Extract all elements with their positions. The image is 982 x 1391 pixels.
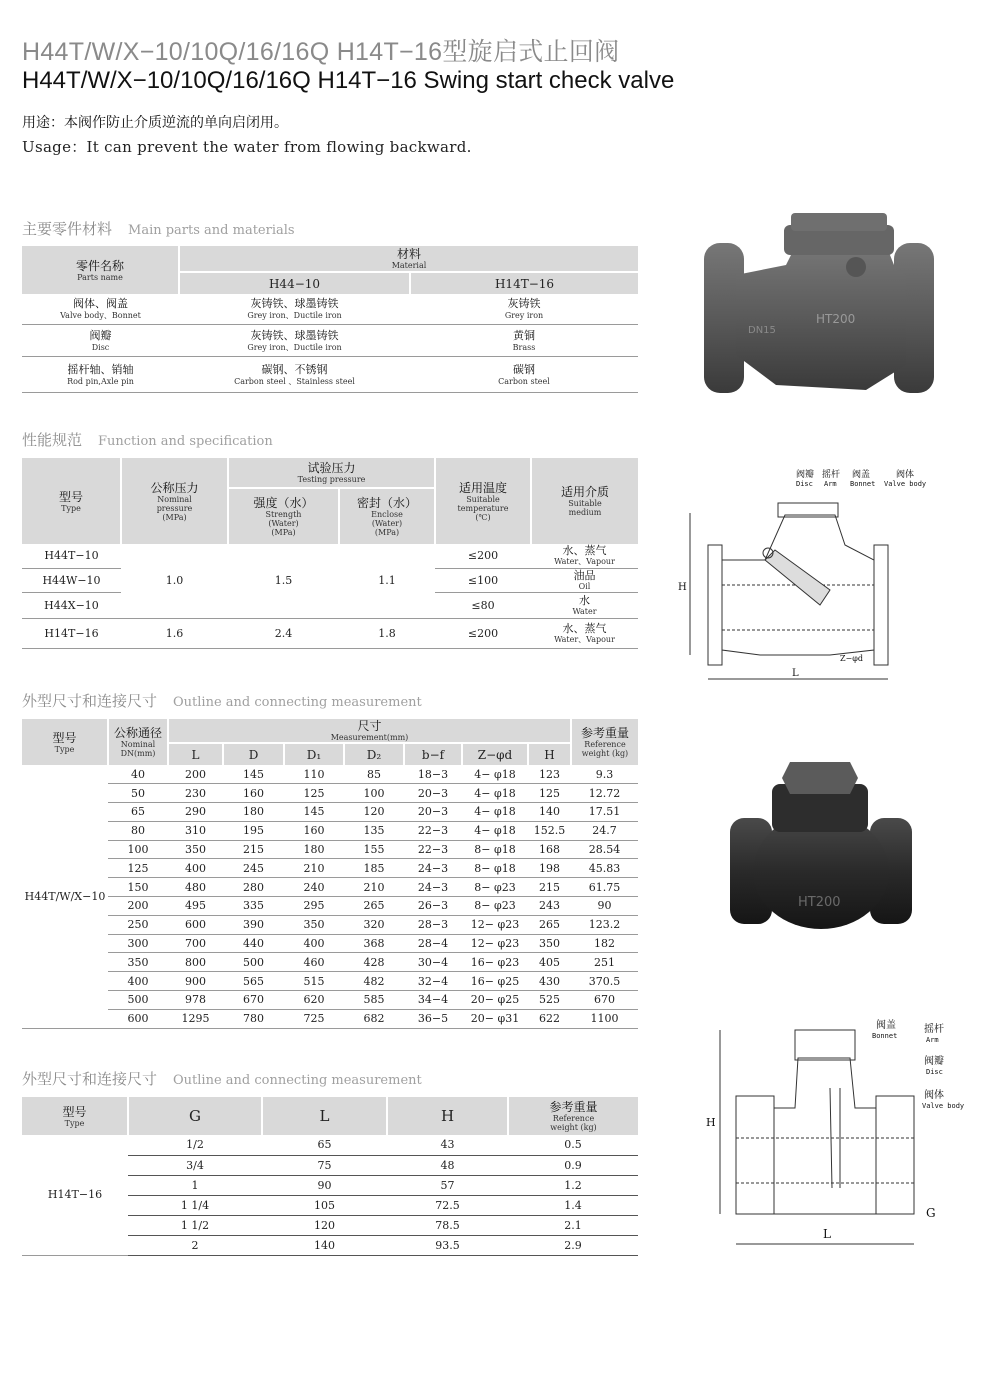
table-cell: 28−3: [404, 915, 462, 934]
table-cell: 110: [284, 765, 344, 784]
parts-header-material: 材料 Material: [179, 246, 638, 272]
table-cell: 243: [528, 897, 571, 916]
table-cell: 400: [168, 859, 223, 878]
drawing2-disc-cn: 阀瓣: [924, 1056, 944, 1067]
table-cell: 3/4: [128, 1155, 262, 1175]
table-cell: 585: [344, 991, 404, 1010]
table-cell: 2.9: [508, 1235, 638, 1255]
table-row: [22, 953, 638, 972]
table-cell: 65: [262, 1135, 387, 1155]
table-cell: 120: [262, 1215, 387, 1235]
table-cell: 123: [528, 765, 571, 784]
table-cell: 600: [168, 915, 223, 934]
table-cell: 43: [387, 1135, 508, 1155]
dims2-type: H14T−16: [22, 1135, 128, 1255]
table-cell: 135: [344, 821, 404, 840]
drawing1-body-en: Valve body: [884, 480, 927, 488]
dims1-col-header: b−f: [404, 743, 462, 765]
table-cell: 8− φ23: [462, 897, 528, 916]
table-cell: 22−3: [404, 821, 462, 840]
table-row: [22, 765, 638, 784]
table-cell: 350: [284, 915, 344, 934]
table-cell: 900: [168, 972, 223, 991]
table-cell: 61.75: [571, 878, 638, 897]
table-cell: 300: [108, 934, 168, 953]
table-cell: 180: [223, 803, 284, 822]
dims2-section-heading: [22, 1068, 422, 1089]
table-row: [22, 972, 638, 991]
table-cell: 2: [128, 1235, 262, 1255]
table-cell: 670: [223, 991, 284, 1010]
table-cell: 32−4: [404, 972, 462, 991]
parts-section-en: Main parts and materials: [128, 223, 295, 238]
table-row: [22, 840, 638, 859]
table-cell: 125: [108, 859, 168, 878]
table-cell: 26−3: [404, 897, 462, 916]
dims2-table: 型号 Type G L H 参考重量 Reference weight (kg) H14T−16 1/2 65 43 0.5 3/4 75 48 0.9 1 90 57 1.2 1 1/4 105 72.5 1.4 1 1/2 120 78.5 2.1 2 140 93.5 2.9: [22, 1097, 638, 1256]
table-cell: 75: [262, 1155, 387, 1175]
drawing2-body-en: Valve body: [922, 1102, 965, 1110]
table-cell: 155: [344, 840, 404, 859]
title-cn: H44T/W/X−10/10Q/16/16Q H14T−16型旋启式止回阀: [22, 38, 620, 66]
table-cell: 1/2: [128, 1135, 262, 1155]
table-cell: 600: [108, 1009, 168, 1028]
table-cell: 368: [344, 934, 404, 953]
dims2-section-cn: 外型尺寸和连接尺寸: [22, 1070, 158, 1088]
table-cell: 1.2: [508, 1175, 638, 1195]
parts-header-col2: H14T−16: [494, 276, 555, 291]
drawing2-disc-en: Disc: [926, 1068, 943, 1076]
table-cell: 4− φ18: [462, 765, 528, 784]
parts-header-col1: H44−10: [179, 272, 410, 294]
table-cell: 390: [223, 915, 284, 934]
dims1-section-en: Outline and connecting measurement: [173, 695, 422, 710]
table-cell: 350: [528, 934, 571, 953]
table-cell: 160: [223, 784, 284, 803]
table-cell: 65: [108, 803, 168, 822]
table-cell: 8− φ23: [462, 878, 528, 897]
table-cell: 16− φ25: [462, 972, 528, 991]
dims1-col-header: L: [168, 743, 223, 765]
table-cell: 800: [168, 953, 223, 972]
table-cell: 1 1/2: [128, 1215, 262, 1235]
parts-row: 阀瓣 Disc 灰铸铁、球墨铸铁 Grey iron、Ductile iron 黄铜 Brass: [22, 324, 638, 356]
table-cell: 28−4: [404, 934, 462, 953]
threaded-valve-photo: [726, 756, 916, 931]
table-cell: 16− φ23: [462, 953, 528, 972]
table-cell: 8− φ18: [462, 840, 528, 859]
table-cell: 350: [108, 953, 168, 972]
table-cell: 250: [108, 915, 168, 934]
table-cell: 8− φ18: [462, 859, 528, 878]
table-cell: 670: [571, 991, 638, 1010]
table-cell: 160: [284, 821, 344, 840]
table-cell: 1100: [571, 1009, 638, 1028]
drawing2-arm-en: Arm: [926, 1036, 939, 1044]
table-cell: 525: [528, 991, 571, 1010]
table-cell: 125: [528, 784, 571, 803]
table-cell: 24.7: [571, 821, 638, 840]
table-cell: 245: [223, 859, 284, 878]
table-cell: 428: [344, 953, 404, 972]
table-cell: 1: [128, 1175, 262, 1195]
spec-row: H44T−10 1.0 1.5 1.1 ≤200 水、蒸气 Water、Vapour: [22, 544, 638, 568]
table-cell: 310: [168, 821, 223, 840]
photo2-mark1: HT200: [798, 895, 841, 910]
table-cell: 120: [344, 803, 404, 822]
table-cell: 12− φ23: [462, 915, 528, 934]
table-cell: 12− φ23: [462, 934, 528, 953]
table-cell: 440: [223, 934, 284, 953]
table-cell: 682: [344, 1009, 404, 1028]
table-cell: 90: [262, 1175, 387, 1195]
drawing2-h: H: [706, 1116, 716, 1129]
table-cell: 24−3: [404, 859, 462, 878]
table-cell: 200: [108, 897, 168, 916]
table-cell: 20−3: [404, 803, 462, 822]
table-cell: 700: [168, 934, 223, 953]
table-cell: 57: [387, 1175, 508, 1195]
table-row: [22, 821, 638, 840]
table-cell: 85: [344, 765, 404, 784]
table-cell: 4− φ18: [462, 803, 528, 822]
table-cell: 335: [223, 897, 284, 916]
table-cell: 1 1/4: [128, 1195, 262, 1215]
table-cell: 90: [571, 897, 638, 916]
table-cell: 400: [108, 972, 168, 991]
table-cell: 48: [387, 1155, 508, 1175]
table-cell: 0.5: [508, 1135, 638, 1155]
table-cell: 20− φ31: [462, 1009, 528, 1028]
table-row: [22, 803, 638, 822]
table-row: [22, 1009, 638, 1028]
threaded-valve-drawing: [700, 1018, 970, 1256]
table-cell: 210: [344, 878, 404, 897]
drawing2-bonnet-cn: 阀盖: [876, 1020, 896, 1031]
table-row: [22, 784, 638, 803]
table-cell: 350: [168, 840, 223, 859]
table-cell: 9.3: [571, 765, 638, 784]
table-cell: 280: [223, 878, 284, 897]
table-cell: 515: [284, 972, 344, 991]
table-cell: 36−5: [404, 1009, 462, 1028]
table-cell: 17.51: [571, 803, 638, 822]
table-cell: 240: [284, 878, 344, 897]
dims1-table: 型号 Type 公称通径 Nominal DN(mm) 尺寸 Measurement(mm) 参考重量 Reference weight (kg) L D D₁ D₂ b−f Z−φd H H44T/W/X−10 40 200 145 110 85 18−3 4− φ18 123 9.3 50 230 160 125 100 20−3 4− φ18 125 12.72 65 290 180 145 120 20−3 4− φ18 140 17.51 80 310 195 160 135 22−3 4− φ18 152.5 24.7 100 350 215 180 155 22−3 8− φ18 168 28.54 125 400 245 210 185 24−3 8− φ18 198 45.83 150 480 280 240 210 24−3 8− φ23 215 61.75 200 495 335 295 265 26−3 8− φ23 243 90 250 600 390 350 320 28−3 12− φ23 265 123.2 300 700 440 400 368 28−4 12− φ23 350 182 350 800 500 460 428 30−4 16− φ23 405 251 400 900 565 515 482 32−4 16− φ25 430 370.5 500 978 670 620 585 34−4 20− φ25 525 670 600 1295 780 725 682 36−5 20− φ31 622 1100: [22, 719, 638, 1029]
table-cell: 40: [108, 765, 168, 784]
table-cell: 20−3: [404, 784, 462, 803]
parts-row: 阀体、阀盖 Valve body、Bonnet 灰铸铁、球墨铸铁 Grey iron、Ductile iron 灰铸铁 Grey iron: [22, 294, 638, 324]
table-cell: 565: [223, 972, 284, 991]
table-cell: 28.54: [571, 840, 638, 859]
parts-section-cn: 主要零件材料: [22, 220, 113, 238]
spec-table: 型号 Type 公称压力 Nominal pressure (MPa) 试验压力 Testing pressure 适用温度 Suitable temperature (℃) 适用介质 Suitable medium 强度（水） Strength (Water) (MPa) 密封（水） Enclose (Water) (MPa) H44T−10 1.0 1.5 1.1 ≤200 水、蒸气 Water、Vapour H44W−10 ≤100 油品 Oil H44X−10 ≤80 水 Water H14T−16 1.6 2.4 1.8 ≤200 水、蒸气 Water、Vapour: [22, 458, 638, 649]
table-cell: 152.5: [528, 821, 571, 840]
table-cell: 24−3: [404, 878, 462, 897]
table-cell: 140: [528, 803, 571, 822]
table-cell: 180: [284, 840, 344, 859]
drawing1-h: H: [678, 582, 687, 593]
table-cell: 460: [284, 953, 344, 972]
dims2-section-en: Outline and connecting measurement: [173, 1073, 422, 1088]
parts-header-name: 零件名称 Parts name: [22, 246, 179, 294]
drawing2-g: G: [926, 1206, 936, 1220]
table-cell: 185: [344, 859, 404, 878]
table-row: [22, 991, 638, 1010]
table-cell: 2.1: [508, 1215, 638, 1235]
table-cell: 495: [168, 897, 223, 916]
drawing2-bonnet-en: Bonnet: [872, 1032, 898, 1040]
dims1-col-header: H: [528, 743, 571, 765]
drawing1-disc-en: Disc: [796, 480, 813, 488]
table-cell: 500: [223, 953, 284, 972]
dims1-col-header: D: [223, 743, 284, 765]
table-cell: 12.72: [571, 784, 638, 803]
drawing1-disc-cn: 阀瓣: [796, 470, 815, 480]
table-cell: 20− φ25: [462, 991, 528, 1010]
table-cell: 400: [284, 934, 344, 953]
table-cell: 622: [528, 1009, 571, 1028]
table-cell: 215: [223, 840, 284, 859]
drawing1-zd: Z−φd: [840, 654, 863, 663]
table-cell: 45.83: [571, 859, 638, 878]
drawing1-bonnet-en: Bonnet: [850, 480, 876, 488]
dims1-col-header: D₁: [284, 743, 344, 765]
table-cell: 230: [168, 784, 223, 803]
table-cell: 182: [571, 934, 638, 953]
table-row: [22, 859, 638, 878]
spec-row: H44X−10 ≤80 水 Water: [22, 592, 638, 618]
parts-row: 摇杆轴、销轴 Rod pin,Axle pin 碳钢、不锈钢 Carbon steel 、Stainless steel 碳钢 Carbon steel: [22, 356, 638, 392]
dims1-col-header: D₂: [344, 743, 404, 765]
flanged-valve-photo: [696, 205, 944, 405]
table-cell: 105: [262, 1195, 387, 1215]
table-cell: 18−3: [404, 765, 462, 784]
table-cell: 1.4: [508, 1195, 638, 1215]
table-cell: 370.5: [571, 972, 638, 991]
table-cell: 100: [344, 784, 404, 803]
table-cell: 210: [284, 859, 344, 878]
table-row: [22, 934, 638, 953]
drawing1-arm-cn: 摇杆: [822, 470, 841, 480]
table-cell: 30−4: [404, 953, 462, 972]
table-cell: 0.9: [508, 1155, 638, 1175]
table-cell: 500: [108, 991, 168, 1010]
table-cell: 978: [168, 991, 223, 1010]
spec-section-en: Function and specification: [98, 434, 273, 449]
table-cell: 198: [528, 859, 571, 878]
table-cell: 430: [528, 972, 571, 991]
table-cell: 480: [168, 878, 223, 897]
drawing1-body-cn: 阀体: [896, 470, 915, 480]
dims1-type: H44T/W/X−10: [22, 765, 108, 1028]
table-cell: 100: [108, 840, 168, 859]
table-row: [22, 897, 638, 916]
table-cell: 80: [108, 821, 168, 840]
table-cell: 72.5: [387, 1195, 508, 1215]
table-cell: 140: [262, 1235, 387, 1255]
table-cell: 320: [344, 915, 404, 934]
drawing1-arm-en: Arm: [824, 480, 837, 488]
table-cell: 34−4: [404, 991, 462, 1010]
table-cell: 265: [344, 897, 404, 916]
table-cell: 780: [223, 1009, 284, 1028]
drawing1-bonnet-cn: 阀盖: [852, 470, 871, 480]
table-row: [22, 1135, 638, 1155]
dims1-col-header: Z−φd: [462, 743, 528, 765]
usage-cn: 用途：本阀作防止介质逆流的单向启闭用。: [22, 115, 288, 131]
table-cell: 195: [223, 821, 284, 840]
table-cell: 295: [284, 897, 344, 916]
table-row: [22, 915, 638, 934]
table-cell: 145: [284, 803, 344, 822]
table-cell: 251: [571, 953, 638, 972]
drawing1-l: L: [792, 668, 799, 679]
photo1-mark2: DN15: [748, 325, 776, 336]
table-cell: 405: [528, 953, 571, 972]
drawing2-arm-cn: 摇杆: [924, 1024, 944, 1035]
table-cell: 168: [528, 840, 571, 859]
table-cell: 725: [284, 1009, 344, 1028]
photo1-mark1: HT200: [816, 312, 856, 326]
table-cell: 482: [344, 972, 404, 991]
usage-en: Usage：It can prevent the water from flowing backward.: [22, 138, 472, 156]
table-cell: 200: [168, 765, 223, 784]
table-cell: 22−3: [404, 840, 462, 859]
table-cell: 150: [108, 878, 168, 897]
table-cell: 265: [528, 915, 571, 934]
parts-section-heading: [22, 218, 295, 239]
table-cell: 4− φ18: [462, 821, 528, 840]
table-cell: 125: [284, 784, 344, 803]
drawing2-l: L: [823, 1227, 831, 1241]
title-en: H44T/W/X−10/10Q/16/16Q H14T−16 Swing start check valve: [22, 67, 675, 94]
table-cell: 123.2: [571, 915, 638, 934]
dims1-section-heading: [22, 690, 422, 711]
table-cell: 290: [168, 803, 223, 822]
dims1-section-cn: 外型尺寸和连接尺寸: [22, 692, 158, 710]
parts-table: [22, 246, 638, 393]
drawing2-body-cn: 阀体: [924, 1090, 944, 1101]
table-cell: 93.5: [387, 1235, 508, 1255]
spec-section-cn: 性能规范: [22, 431, 83, 449]
table-row: [22, 878, 638, 897]
table-cell: 78.5: [387, 1215, 508, 1235]
spec-row: H14T−16 1.6 2.4 1.8 ≤200 水、蒸气 Water、Vapour: [22, 618, 638, 648]
spec-row: H44W−10 ≤100 油品 Oil: [22, 568, 638, 592]
spec-section-heading: [22, 429, 273, 450]
flanged-valve-drawing: [670, 465, 940, 685]
table-cell: 50: [108, 784, 168, 803]
table-cell: 4− φ18: [462, 784, 528, 803]
table-cell: 215: [528, 878, 571, 897]
table-cell: 1295: [168, 1009, 223, 1028]
table-cell: 145: [223, 765, 284, 784]
table-cell: 620: [284, 991, 344, 1010]
